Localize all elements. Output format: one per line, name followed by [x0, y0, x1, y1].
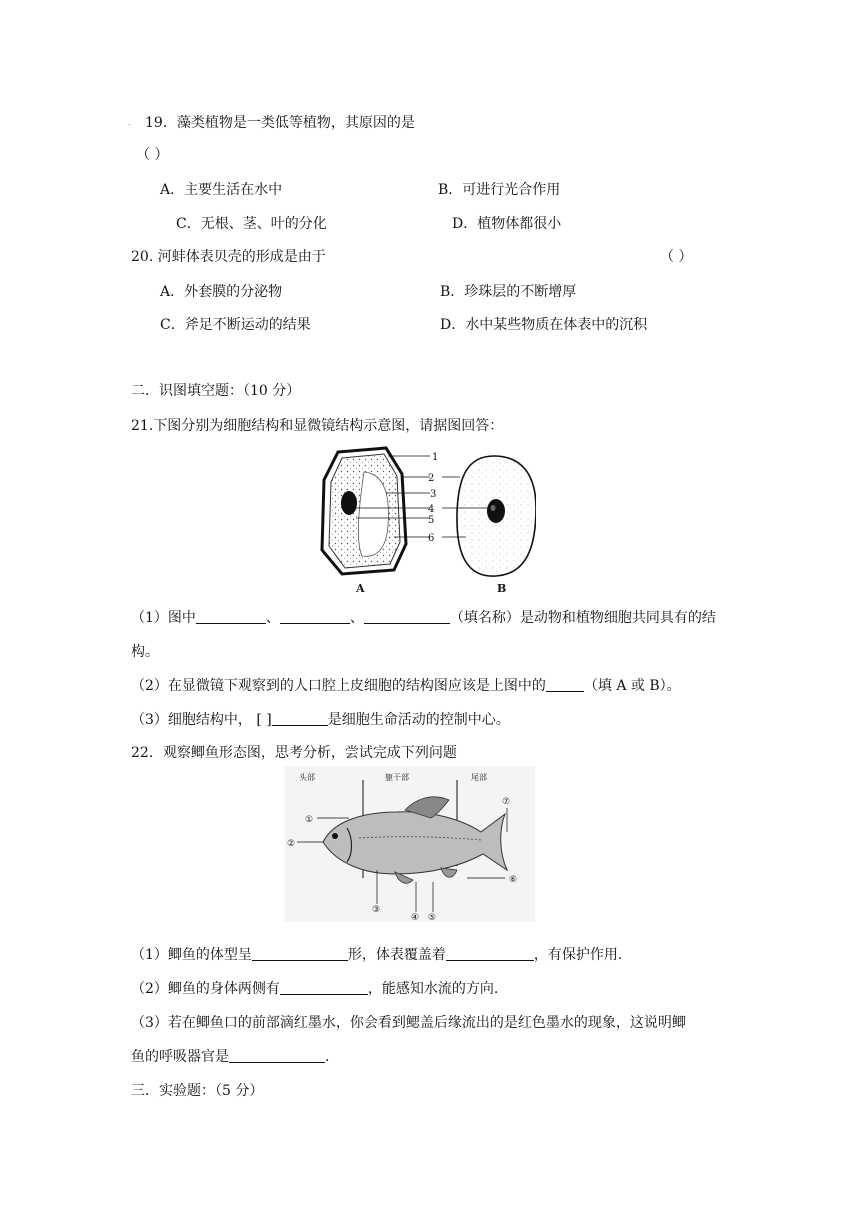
blank-9[interactable]	[229, 1048, 325, 1063]
marker-1: ①	[305, 815, 314, 825]
blank-5[interactable]	[272, 711, 328, 726]
q21-sub1-continued: 构。	[131, 644, 159, 660]
blank-4[interactable]	[546, 677, 584, 692]
q19-stem: 19．藻类植物是一类低等植物，其原因的是	[145, 115, 415, 131]
fig-caption-b: B	[497, 582, 507, 595]
q22-stem: 22．观察鲫鱼形态图，思考分析，尝试完成下列问题	[131, 745, 457, 761]
q20-answer-paren: （ ）	[660, 249, 693, 265]
q20-option-c: C．斧足不断运动的结果	[160, 317, 311, 333]
region-tail-label: 尾部	[471, 773, 487, 782]
q22-sub1-line	[131, 946, 622, 964]
scan-dot: -	[128, 120, 131, 129]
marker-2: ②	[287, 839, 296, 849]
q22-sub3-suffix: .	[325, 1049, 330, 1065]
q19-option-c: C．无根、茎、叶的分化	[176, 216, 327, 232]
q21-sub2-prefix: （2）在显微镜下观察到的人口腔上皮细胞的结构图应该是上图中的	[131, 678, 546, 694]
cell-structure-figure	[316, 446, 536, 598]
q21-sub1-line	[131, 609, 716, 627]
q21-sub1-sep1: 、	[265, 610, 280, 626]
blank-6[interactable]	[252, 946, 348, 961]
q22-sub1-mid: 形，体表覆盖着	[347, 947, 446, 963]
q22-sub3-line1: （3）若在鲫鱼口的前部滴红墨水，你会看到鳃盖后缘流出的是红色墨水的现象，这说明鲫	[131, 1015, 686, 1031]
q19-option-b: B．可进行光合作用	[438, 182, 561, 198]
q21-sub2-suffix: （填 A 或 B）。	[583, 678, 681, 694]
region-trunk-label: 躯干部	[385, 773, 409, 782]
q22-sub1-prefix: （1）鲫鱼的体型呈	[131, 947, 252, 963]
blank-3[interactable]	[364, 609, 450, 624]
fig-label-4: 4	[428, 504, 435, 515]
fig-caption-a: A	[356, 582, 365, 595]
region-head-label: 头部	[299, 773, 315, 782]
fig-label-3: 3	[430, 489, 437, 500]
q21-sub1-sep2: 、	[349, 610, 364, 626]
q20-stem: 20. 河蚌体表贝壳的形成是由于	[131, 249, 326, 265]
q22-sub2-suffix: ，能感知水流的方向.	[367, 981, 499, 997]
fig-label-1: 1	[432, 452, 439, 463]
animal-cell-b	[457, 456, 536, 576]
fig-label-2: 2	[428, 473, 435, 484]
q20-option-a: A．外套膜的分泌物	[160, 284, 283, 300]
q19-option-d: D．植物体都很小	[452, 216, 562, 232]
fig-label-5: 5	[428, 515, 435, 526]
q22-sub3-line2	[131, 1048, 329, 1066]
blank-8[interactable]	[280, 980, 368, 995]
marker-7: ⑦	[502, 797, 511, 807]
section-3-heading: 三．实验题：（5 分）	[131, 1083, 264, 1099]
marker-6: ⑥	[509, 875, 518, 885]
marker-3: ③	[372, 905, 381, 915]
q22-sub2-prefix: （2）鲫鱼的身体两侧有	[131, 981, 280, 997]
q21-sub1-suffix: （填名称）是动物和植物细胞共同具有的结	[449, 610, 716, 626]
section-2-heading: 二．识图填空题：（10 分）	[131, 383, 301, 399]
blank-7[interactable]	[446, 946, 534, 961]
q22-sub2-line	[131, 980, 498, 998]
q21-sub3-prefix: （3）细胞结构中， [ ]	[131, 712, 272, 728]
q19-option-a: A．主要生活在水中	[160, 182, 283, 198]
q19-answer-paren: （ ）	[136, 147, 169, 163]
q20-option-d: D．水中某些物质在体表中的沉积	[440, 317, 648, 333]
q21-sub1-prefix: （1）图中	[131, 610, 196, 626]
marker-5: ⑤	[428, 913, 437, 922]
q20-option-b: B．珍珠层的不断增厚	[440, 284, 577, 300]
q21-stem: 21.下图分别为细胞结构和显微镜结构示意图，请据图回答：	[131, 418, 504, 434]
q21-sub3-suffix: 是细胞生命活动的控制中心。	[327, 712, 510, 728]
blank-1[interactable]	[196, 609, 266, 624]
marker-4: ④	[411, 913, 420, 922]
blank-2[interactable]	[280, 609, 350, 624]
crucian-carp-figure	[285, 766, 535, 922]
q22-sub1-suffix: ，有保护作用.	[533, 947, 623, 963]
q21-sub3-line	[131, 711, 510, 729]
q22-sub3-prefix: 鱼的呼吸器官是	[131, 1049, 229, 1065]
q21-sub2-line	[131, 677, 681, 695]
plant-cell-a	[322, 448, 406, 574]
fig-label-6: 6	[428, 533, 435, 544]
